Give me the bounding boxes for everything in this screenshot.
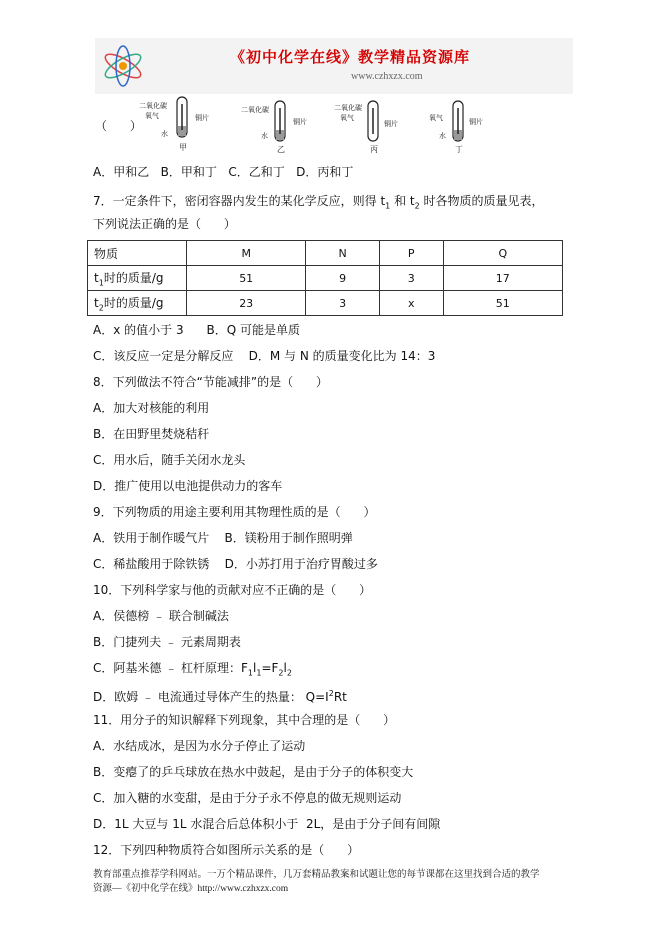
atom-logo-icon bbox=[101, 44, 145, 88]
copper-label: 铜片 bbox=[293, 118, 307, 126]
q6-options: A．甲和乙 B．甲和丁 C．乙和丁 D．丙和丁 bbox=[93, 165, 354, 179]
copper-label: 铜片 bbox=[195, 114, 209, 122]
gas-label: 二氧化碳 bbox=[334, 104, 362, 112]
table-header-cell: M bbox=[187, 241, 306, 266]
q10-option-d: D．欧姆 ﹣ 电流通过导体产生的热量： $Q=I^2Rt$ bbox=[93, 689, 347, 704]
q8-stem: 8．下列做法不符合“节能减排”的是（ ） bbox=[93, 375, 328, 389]
banner-title: 《初中化学在线》教学精品资源库 bbox=[230, 48, 471, 66]
q10-stem: 10．下列科学家与他的贡献对应不正确的是（ ） bbox=[93, 583, 372, 597]
q11-option-d: D．1L 大豆与 1L 水混合后总体积小于 2L，是由于分子间有间隙 bbox=[93, 817, 441, 831]
table-cell: 3 bbox=[306, 291, 380, 316]
copper-label: 铜片 bbox=[469, 118, 483, 126]
table-cell: 17 bbox=[443, 266, 562, 291]
gas-label: 氧气 bbox=[340, 114, 354, 122]
table-cell: 51 bbox=[187, 266, 306, 291]
table-row bbox=[88, 266, 563, 291]
test-tube-figure bbox=[95, 96, 495, 156]
test-tube-icon bbox=[366, 100, 380, 146]
q10-option-b: B．门捷列夫 ﹣ 元素周期表 bbox=[93, 635, 241, 649]
footer-line-2: 资源—《初中化学在线》http://www.czhxzx.com bbox=[93, 884, 289, 894]
q7-stem: 7．一定条件下，密闭容器内发生的某化学反应，则得 $t_1$ 和 $t_2$ 时各物质的质量见表， bbox=[93, 194, 544, 211]
q7-mass-table bbox=[87, 240, 563, 316]
table-header-cell: Q bbox=[443, 241, 562, 266]
q7-options-cd: C．该反应一定是分解反应 D．M 与 N 的质量变化比为 14：3 bbox=[93, 349, 436, 363]
table-cell: x bbox=[379, 291, 443, 316]
q8-option-b: B．在田野里焚烧秸秆 bbox=[93, 427, 210, 441]
table-row-label: $t_1$时的质量/g bbox=[88, 266, 187, 291]
test-tube-icon bbox=[273, 100, 287, 146]
water-label: 水 bbox=[161, 130, 168, 138]
q12-stem: 12．下列四种物质符合如图所示关系的是（ ） bbox=[93, 843, 360, 857]
banner-url: www.czhxzx.com bbox=[351, 71, 423, 82]
q8-option-a: A．加大对核能的利用 bbox=[93, 401, 210, 415]
table-row-label: $t_2$时的质量/g bbox=[88, 291, 187, 316]
q8-option-d: D．推广使用以电池提供动力的客车 bbox=[93, 479, 283, 493]
table-cell: 23 bbox=[187, 291, 306, 316]
q9-options-ab: A．铁用于制作暖气片 B．镁粉用于制作照明弹 bbox=[93, 531, 353, 545]
tube-set-jia bbox=[135, 96, 209, 156]
water-label: 水 bbox=[439, 132, 446, 140]
page-footer bbox=[93, 868, 583, 896]
tube-name: 甲 bbox=[179, 143, 187, 152]
q10-option-c: C．阿基米德 ﹣ 杠杆原理：$F_1l_1=F_2l_2$ bbox=[93, 661, 292, 678]
answer-paren: （ ） bbox=[95, 119, 142, 133]
tube-set-yi bbox=[235, 96, 305, 156]
test-tube-icon bbox=[451, 100, 465, 146]
q9-stem: 9．下列物质的用途主要利用其物理性质的是（ ） bbox=[93, 505, 376, 519]
table-cell: 51 bbox=[443, 291, 562, 316]
q7-stem-2: 下列说法正确的是（ ） bbox=[93, 217, 236, 231]
tube-name: 乙 bbox=[277, 145, 285, 154]
table-cell: 3 bbox=[379, 266, 443, 291]
gas-label: 氧气 bbox=[429, 114, 443, 122]
test-tube-icon bbox=[175, 96, 189, 142]
q9-options-cd: C．稀盐酸用于除铁锈 D．小苏打用于治疗胃酸过多 bbox=[93, 557, 378, 571]
tube-set-ding bbox=[413, 96, 483, 156]
gas-label: 二氧化碳 bbox=[139, 102, 167, 110]
tube-set-bing bbox=[330, 96, 400, 156]
table-cell: 9 bbox=[306, 266, 380, 291]
q11-stem: 11．用分子的知识解释下列现象，其中合理的是（ ） bbox=[93, 713, 396, 727]
q11-option-c: C．加入糖的水变甜，是由于分子永不停息的做无规则运动 bbox=[93, 791, 402, 805]
gas-label: 氧气 bbox=[145, 112, 159, 120]
water-label: 水 bbox=[261, 132, 268, 140]
site-banner bbox=[95, 38, 573, 94]
table-row bbox=[88, 241, 563, 266]
table-header-cell: N bbox=[306, 241, 380, 266]
q8-option-c: C．用水后，随手关闭水龙头 bbox=[93, 453, 246, 467]
tube-name: 丙 bbox=[370, 145, 378, 154]
q11-option-b: B．变瘪了的乒乓球放在热水中鼓起，是由于分子的体积变大 bbox=[93, 765, 414, 779]
footer-line-1: 教育部重点推荐学科网站。一万个精品课件，几万套精品教案和试题让您的每节课都在这里找到合适的教学 bbox=[93, 870, 540, 880]
copper-label: 铜片 bbox=[384, 120, 398, 128]
q7-options-ab: A．x 的值小于 3 B．Q 可能是单质 bbox=[93, 323, 300, 337]
table-header-cell: 物质 bbox=[88, 241, 187, 266]
q10-option-a: A．侯德榜 ﹣ 联合制碱法 bbox=[93, 609, 229, 623]
table-header-cell: P bbox=[379, 241, 443, 266]
table-row bbox=[88, 291, 563, 316]
gas-label: 二氧化碳 bbox=[241, 106, 269, 114]
tube-name: 丁 bbox=[455, 145, 463, 154]
q11-option-a: A．水结成冰，是因为水分子停止了运动 bbox=[93, 739, 306, 753]
